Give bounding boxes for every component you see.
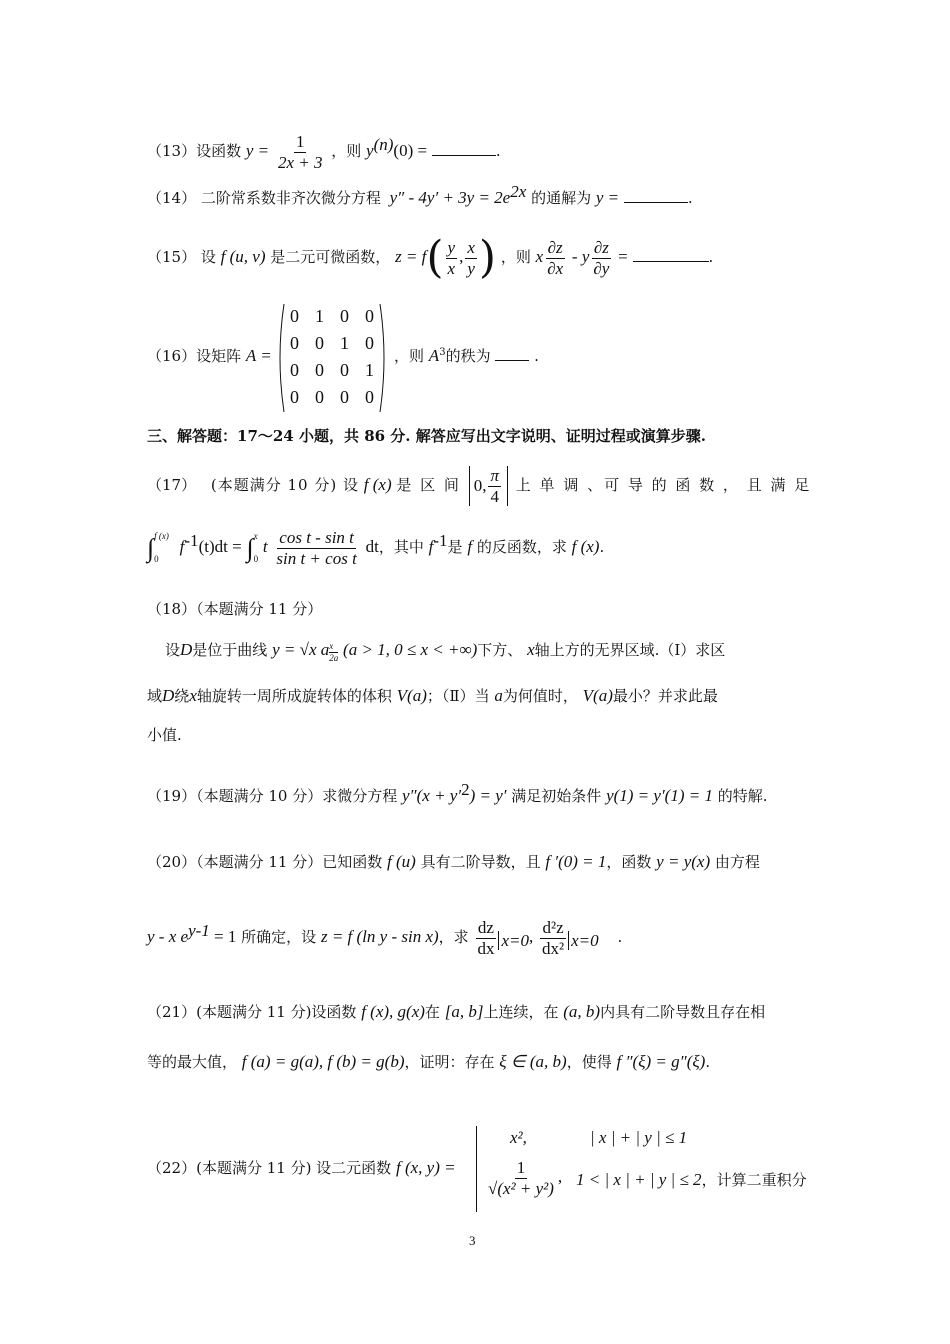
q15-frac-1: $\frac{y}{x}$	[447, 237, 456, 278]
q15-desc: 是二元可微函数，	[270, 248, 391, 266]
q15-frac-2: $\frac{x}{y}$	[467, 237, 475, 278]
q15-func: f (u, v)	[220, 247, 266, 266]
q18-condition: (a > 1, 0 ≤ x < +∞)	[343, 640, 478, 659]
matrix-cell: 1	[315, 306, 324, 326]
q17-desc2: 上 单 调 、可 导 的 函 数 ， 且 满 足	[515, 476, 812, 495]
question-14	[147, 182, 693, 208]
matrix-cell: 0	[340, 306, 349, 326]
q15-x: x	[535, 247, 544, 266]
q16-tail: 的秩为	[445, 347, 491, 365]
matrix-cell: 0	[340, 360, 349, 380]
q16-matrix	[276, 302, 388, 414]
question-17-line-1	[147, 466, 811, 506]
q17-label: （17）	[147, 476, 197, 495]
piecewise-case-2: $\frac{1}{\text{√(x² + y²)}}$ ,	[488, 1158, 563, 1198]
q18-line-3: 小值.	[147, 726, 182, 744]
matrix-cell: 0	[315, 333, 324, 353]
q14-label: （14） 二阶常系数非齐次微分方程	[147, 189, 381, 207]
matrix-cell: 0	[290, 333, 299, 353]
q13-answer-blank	[432, 141, 496, 156]
q13-end: .	[495, 142, 501, 161]
matrix-cell: 0	[290, 387, 299, 407]
q15-minus: - y	[571, 247, 590, 266]
q18-curve: y = √x a	[272, 640, 330, 659]
question-19: （19）（本题满分 10 分）求微分方程 $y''(x + y'^2) = y'$ 满足初始条件 y(1) = y′(1) = 1 的特解.	[147, 780, 768, 805]
q16-answer-blank	[495, 346, 529, 361]
q18-label: （18）（本题满分 11 分）	[147, 600, 323, 618]
q15-label: （15） 设	[147, 248, 216, 266]
q13-sup: (n)	[373, 135, 394, 155]
q17-fraction: $\frac{\text{cos t - sin t}}{\text{sin t + cos t}}$	[276, 528, 357, 568]
q13-label: （13）设函数	[147, 142, 242, 161]
matrix-cell: 0	[290, 306, 299, 326]
matrix-cell: 0	[365, 387, 374, 407]
question-16	[147, 346, 272, 366]
q16-tail-line	[394, 346, 539, 366]
q16-label: （16）设矩阵	[147, 347, 242, 365]
q13-arg: (0) =	[393, 141, 428, 161]
q13-fraction	[276, 132, 325, 172]
q19-initial-condition: y(1) = y′(1) = 1	[606, 786, 713, 805]
question-18-line-2: 域D绕x轴旋转一周所成旋转体的体积 V(a)；（Ⅱ）当 a为何值时， V(a)最小？并求此最	[147, 686, 718, 705]
matrix-cell: 0	[290, 360, 299, 380]
q15-partial-x: $\frac{\partial z}{\partial x}$	[547, 237, 564, 278]
q13-numerator: 1	[295, 132, 305, 151]
page-number: 3	[469, 1233, 476, 1248]
question-17-line-2: ∫ f (x) 0 $f^{-1}(t)dt$ = ∫ x 0 t $\frac{\text{cos t - sin t}}{\text{sin t + cos t}}$ dt，其中 $f^{-1}$是 f 的反函数，求 f (x).	[147, 528, 605, 568]
q17-interval: 0, $\frac{\pi}{4}$	[469, 466, 508, 506]
question-15: （15） 设 f (u, v) 是二元可微函数， z = f( $\frac{y}{x}$ , $\frac{x}{y}$ ) ，则 x $\frac{\partial z}{\partial x}$ - y $\frac{\partial z}{\partial y}$ = .	[147, 232, 714, 283]
q13-expr: y	[366, 141, 374, 161]
integral-sign-1: ∫	[147, 533, 155, 563]
matrix-cell: 0	[365, 333, 374, 353]
q19-equation: y″(x + y′	[402, 786, 462, 805]
q15-answer-blank	[633, 247, 709, 262]
matrix-cell: 1	[340, 333, 349, 353]
q15-partial-y: $\frac{\partial z}{\partial y}$	[593, 237, 610, 278]
q16-a: A	[428, 346, 440, 365]
q13-denominator: 2x + 3	[277, 152, 323, 172]
q15-eq: =	[618, 247, 628, 266]
integral-sign-2: ∫	[246, 533, 254, 563]
q14-equation: y″ - 4y′ + 3y = 2e	[389, 188, 511, 207]
matrix-cell: 0	[315, 360, 324, 380]
q15-z: z = f	[395, 247, 427, 266]
q16-end: .	[534, 347, 539, 365]
question-13	[147, 132, 501, 172]
piecewise-condition-2: 1 < | x | + | y | ≤ 2，计算二重积分	[576, 1170, 807, 1189]
q14-exponent: 2x	[510, 182, 527, 201]
question-20-line-1: （20）（本题满分 11 分）已知函数 f (u) 具有二阶导数，且 f ′(0) = 1，函数 y = y(x) 由方程	[147, 852, 760, 871]
q15-then: ，则	[500, 248, 531, 266]
q16-sup: 3	[439, 347, 446, 358]
q17-desc1: 是 区 间	[396, 476, 461, 495]
question-22-label-line: （22）(本题满分 11 分) 设二元函数 f (x, y) =	[147, 1158, 456, 1177]
q17-func: f (x)	[363, 475, 392, 495]
q14-answer-blank	[624, 188, 688, 203]
q14-end: .	[687, 189, 693, 207]
q17-score: (本题满分 10 分) 设	[210, 476, 359, 495]
matrix-cell: 0	[365, 306, 374, 326]
question-20-line-2: y - x $e^{y-1} = 1$ 所确定，设 z = f (ln y - sin x)，求 $\frac{dz}{dx}$ $_{x=0}$, $\frac{\text{d²z}}{\text{dx²}}$ $_{x=0}$ .	[147, 918, 623, 958]
q14-lhs: y =	[595, 188, 620, 207]
question-18-line-1: 设D是位于曲线 y = √x a $^{\frac{x}{2a}}$ (a > 1, 0 ≤ x < +∞)下方、 x轴上方的无界区域.（Ⅰ）求区	[165, 640, 726, 663]
question-21-line-1: （21）(本题满分 11 分)设函数 f (x), g(x)在 [a, b]上连续，在 (a, b)内具有二阶导数且存在相	[147, 1002, 766, 1021]
q16-then: ，则	[394, 347, 425, 365]
q13-then: ，则	[331, 142, 362, 161]
q16-lhs: A =	[245, 346, 272, 365]
piecewise-condition-1: | x | + | y | ≤ 1	[590, 1128, 688, 1147]
matrix-cell: 0	[315, 387, 324, 407]
q13-lhs: y =	[245, 141, 270, 161]
piecewise-brace	[476, 1126, 477, 1212]
question-21-line-2: 等的最大值， f (a) = g(a), f (b) = g(b)，证明：存在 ξ ∈ (a, b)，使得 f ″(ξ) = g″(ξ).	[147, 1052, 711, 1071]
q14-tail: 的通解为	[531, 189, 592, 207]
matrix-cell: 1	[365, 360, 374, 380]
section-3-heading: 三、解答题：17～24 小题，共 86 分. 解答应写出文字说明、证明过程或演算步骤.	[147, 427, 706, 445]
piecewise-case-1: x²,	[510, 1128, 527, 1147]
matrix-cell: 0	[340, 387, 349, 407]
q15-end: .	[708, 248, 714, 266]
